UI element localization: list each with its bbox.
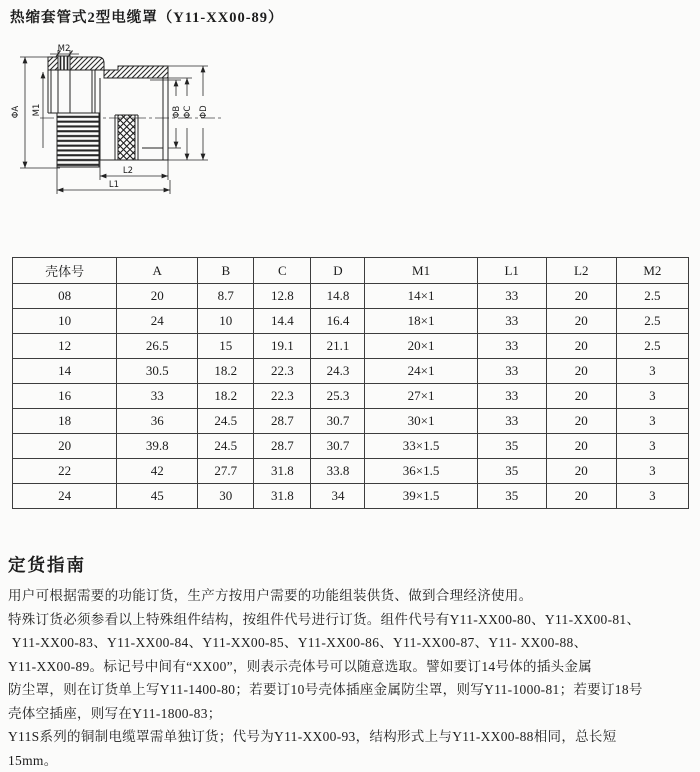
dim-label-phi-b: ΦB [172,106,182,119]
table-cell: 20 [546,459,616,484]
table-cell: 39×1.5 [365,484,477,509]
table-cell: 33 [477,309,546,334]
table-cell: 19.1 [254,334,311,359]
ordering-guide-text [8,584,698,772]
dim-label-m1: M1 [32,104,42,117]
table-cell: 12 [13,334,117,359]
table-cell: 39.8 [117,434,198,459]
table-cell: 3 [616,359,688,384]
table-header-row [13,258,689,284]
table-row [13,284,689,309]
guide-line: 壳体空插座，则写在Y11-1800-83； [8,702,698,726]
table-header-cell: D [311,258,365,284]
table-cell: 20 [117,284,198,309]
guide-line: 防尘罩，则在订货单上写Y11-1400-80；若要订10号壳体插座金属防尘罩，则写Y11-1000-81；若要订18号 [8,678,698,702]
guide-line: Y11-XX00-89。标记号中间有“XX00”，则表示壳体号可以随意选取。譬如要订14号体的插头金属 [8,655,698,679]
table-cell: 21.1 [311,334,365,359]
table-cell: 24.3 [311,359,365,384]
table-cell: 2.5 [616,309,688,334]
table-cell: 33.8 [311,459,365,484]
table-cell: 45 [117,484,198,509]
dim-label-l1: L1 [109,180,119,190]
table-cell: 31.8 [254,484,311,509]
table-cell: 24×1 [365,359,477,384]
table-cell: 28.7 [254,409,311,434]
table-cell: 2.5 [616,284,688,309]
table-cell: 18 [13,409,117,434]
table-cell: 20 [546,409,616,434]
dim-label-l2: L2 [123,166,133,176]
table-row [13,384,689,409]
dimension-table [12,257,689,509]
table-cell: 20 [546,384,616,409]
table-cell: 3 [616,459,688,484]
dim-label-phi-a: ΦA [11,106,21,119]
table-cell: 20 [546,359,616,384]
guide-line: 15mm。 [8,749,698,772]
table-cell: 27×1 [365,384,477,409]
table-cell: 18.2 [198,384,254,409]
table-row [13,309,689,334]
table-row [13,434,689,459]
table-cell: 20 [546,434,616,459]
table-cell: 22 [13,459,117,484]
table-cell: 30.7 [311,409,365,434]
table-cell: 3 [616,484,688,509]
table-cell: 31.8 [254,459,311,484]
table-header-cell: M2 [616,258,688,284]
dim-label-phi-c: ΦC [183,106,193,119]
table-header-cell: L2 [546,258,616,284]
table-row [13,459,689,484]
table-cell: 18×1 [365,309,477,334]
table-header-cell: C [254,258,311,284]
table-cell: 36 [117,409,198,434]
table-cell: 30 [198,484,254,509]
table-row [13,484,689,509]
table-cell: 20 [546,309,616,334]
table-cell: 33 [477,334,546,359]
table-cell: 20 [546,284,616,309]
table-cell: 14×1 [365,284,477,309]
table-cell: 22.3 [254,359,311,384]
table-cell: 30.7 [311,434,365,459]
table-row [13,409,689,434]
ordering-guide-heading: 定货指南 [8,552,86,577]
table-cell: 14.8 [311,284,365,309]
table-cell: 08 [13,284,117,309]
table-cell: 22.3 [254,384,311,409]
dim-label-phi-d: ΦD [199,105,209,119]
table-row [13,334,689,359]
table-cell: 30×1 [365,409,477,434]
table-cell: 33 [477,284,546,309]
table-cell: 20×1 [365,334,477,359]
table-cell: 34 [311,484,365,509]
part-outline [48,56,168,167]
table-cell: 28.7 [254,434,311,459]
table-cell: 14.4 [254,309,311,334]
table-cell: 16 [13,384,117,409]
table-cell: 24 [117,309,198,334]
table-cell: 15 [198,334,254,359]
table-cell: 33 [477,409,546,434]
table-header-cell: M1 [365,258,477,284]
guide-line: Y11S系列的铜制电缆罩需单独订货；代号为Y11-XX00-93，结构形式上与Y11-XX00-88相同，总长短 [8,725,698,749]
table-header-cell: 壳体号 [13,258,117,284]
table-cell: 36×1.5 [365,459,477,484]
table-cell: 26.5 [117,334,198,359]
table-cell: 12.8 [254,284,311,309]
table-cell: 3 [616,434,688,459]
table-cell: 25.3 [311,384,365,409]
table-header-cell: B [198,258,254,284]
table-cell: 33 [477,359,546,384]
guide-line: 特殊订货必须参看以上特殊组件结构，按组件代号进行订货。组件代号有Y11-XX00-80、Y11-XX00-81、 [8,608,698,632]
table-cell: 20 [13,434,117,459]
table-cell: 10 [198,309,254,334]
table-header-cell: L1 [477,258,546,284]
table-cell: 16.4 [311,309,365,334]
table-cell: 27.7 [198,459,254,484]
cable-cover-drawing [0,0,240,210]
table-cell: 35 [477,434,546,459]
guide-line: 用户可根据需要的功能订货，生产方按用户需要的功能组装供货、做到合理经济使用。 [8,584,698,608]
table-cell: 24.5 [198,434,254,459]
table-cell: 42 [117,459,198,484]
table-cell: 3 [616,409,688,434]
table-cell: 35 [477,484,546,509]
table-cell: 24.5 [198,409,254,434]
part-section-drawing [0,0,240,210]
table-cell: 33 [117,384,198,409]
table-cell: 8.7 [198,284,254,309]
dim-label-m2: M2 [58,44,71,54]
table-cell: 24 [13,484,117,509]
table-header-cell: A [117,258,198,284]
table-row [13,359,689,384]
table-cell: 30.5 [117,359,198,384]
table-cell: 18.2 [198,359,254,384]
guide-line: Y11-XX00-83、Y11-XX00-84、Y11-XX00-85、Y11-XX00-86、Y11-XX00-87、Y11- XX00-88、 [8,631,698,655]
table-cell: 33 [477,384,546,409]
table-cell: 20 [546,334,616,359]
page-title: 热缩套管式2型电缆罩（Y11-XX00-89） [10,6,284,27]
table-cell: 3 [616,384,688,409]
table-cell: 14 [13,359,117,384]
table-cell: 20 [546,484,616,509]
table-cell: 33×1.5 [365,434,477,459]
table-cell: 10 [13,309,117,334]
table-cell: 2.5 [616,334,688,359]
table-cell: 35 [477,459,546,484]
